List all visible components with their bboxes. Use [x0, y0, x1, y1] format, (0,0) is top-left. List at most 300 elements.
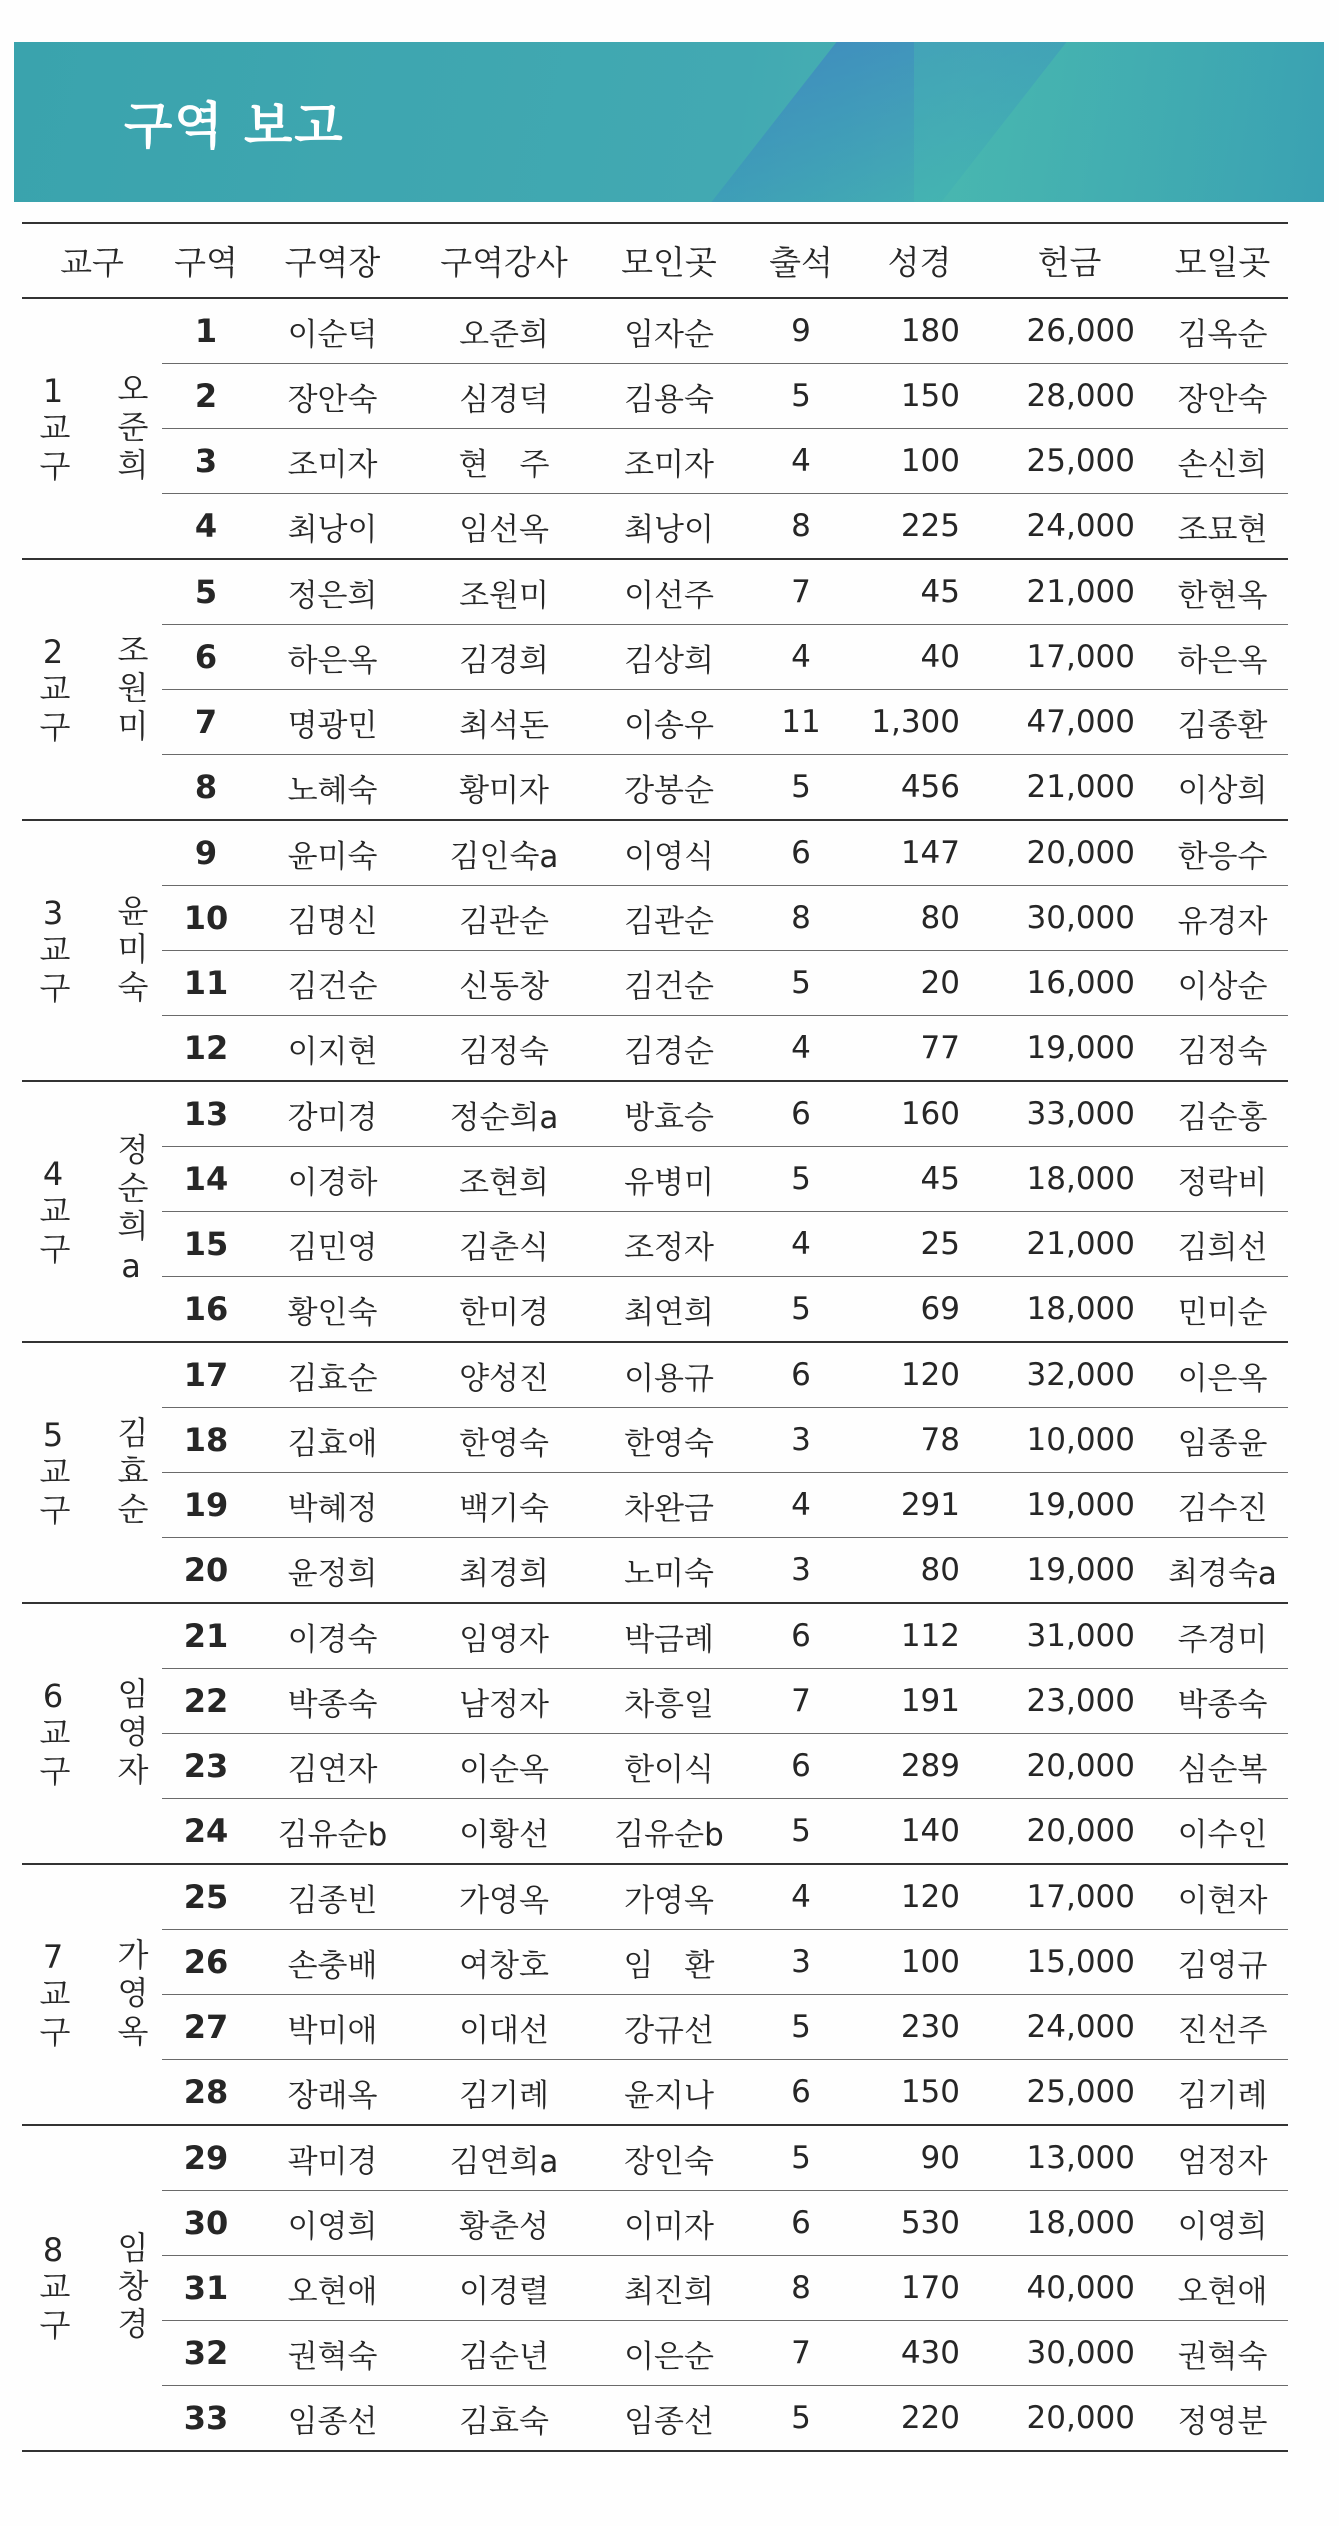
parish-label: 교구 — [34, 932, 72, 1009]
parish-cell — [22, 2125, 162, 2451]
zone-leader: 박종숙 — [250, 1669, 415, 1734]
zone-leader: 장래옥 — [250, 2060, 415, 2126]
meeting-place: 김관순 — [593, 886, 745, 951]
table-row — [22, 429, 1288, 494]
meeting-place: 김용숙 — [593, 364, 745, 429]
parish-label-group — [22, 371, 162, 487]
next-place: 한응수 — [1157, 820, 1288, 886]
zone-number: 28 — [162, 2060, 250, 2126]
bible-count: 112 — [857, 1603, 982, 1669]
zone-leader: 김유순b — [250, 1799, 415, 1865]
parish-number: 6 — [42, 1676, 64, 1715]
bible-count: 180 — [857, 298, 982, 364]
bible-count: 1,300 — [857, 690, 982, 755]
attendance: 5 — [745, 2125, 857, 2191]
zone-teacher: 조현희 — [415, 1147, 593, 1212]
attendance: 7 — [745, 2321, 857, 2386]
bible-count: 220 — [857, 2386, 982, 2452]
table-row — [22, 1995, 1288, 2060]
zone-number: 26 — [162, 1930, 250, 1995]
zone-number: 22 — [162, 1669, 250, 1734]
zone-leader: 강미경 — [250, 1081, 415, 1147]
meeting-place: 이영식 — [593, 820, 745, 886]
zone-teacher: 최경희 — [415, 1538, 593, 1604]
zone-number: 25 — [162, 1864, 250, 1930]
next-place: 이상희 — [1157, 755, 1288, 821]
table-row — [22, 2060, 1288, 2126]
bible-count: 120 — [857, 1864, 982, 1930]
table-row — [22, 1212, 1288, 1277]
next-place: 김기례 — [1157, 2060, 1288, 2126]
attendance: 6 — [745, 1081, 857, 1147]
bible-count: 150 — [857, 2060, 982, 2126]
header-attendance: 출석 — [745, 223, 857, 298]
table-row — [22, 2256, 1288, 2321]
zone-teacher: 김관순 — [415, 886, 593, 951]
meeting-place: 김상희 — [593, 625, 745, 690]
parish-number-vertical — [33, 1937, 73, 2053]
zone-number: 15 — [162, 1212, 250, 1277]
parish-leader-vertical — [111, 372, 151, 486]
bible-count: 140 — [857, 1799, 982, 1865]
table-row — [22, 820, 1288, 886]
meeting-place: 차흥일 — [593, 1669, 745, 1734]
header-offering: 헌금 — [982, 223, 1157, 298]
zone-teacher: 김인숙a — [415, 820, 593, 886]
table-row — [22, 1342, 1288, 1408]
parish-number-vertical — [33, 632, 73, 748]
parish-number: 1 — [42, 371, 64, 410]
zone-leader: 이영희 — [250, 2191, 415, 2256]
offering-amount: 33,000 — [982, 1081, 1157, 1147]
parish-leader-vertical — [111, 1416, 151, 1530]
zone-number: 33 — [162, 2386, 250, 2452]
parish-leader-name: 조원미 — [112, 632, 150, 747]
offering-amount: 32,000 — [982, 1342, 1157, 1408]
bible-count: 160 — [857, 1081, 982, 1147]
zone-leader: 김효순 — [250, 1342, 415, 1408]
parish-number: 2 — [42, 632, 64, 671]
zone-teacher: 임선옥 — [415, 494, 593, 560]
attendance: 6 — [745, 1734, 857, 1799]
zone-leader: 이경하 — [250, 1147, 415, 1212]
offering-amount: 21,000 — [982, 559, 1157, 625]
parish-number-vertical — [33, 1676, 73, 1792]
bible-count: 430 — [857, 2321, 982, 2386]
table-row — [22, 951, 1288, 1016]
zone-leader: 하은옥 — [250, 625, 415, 690]
parish-label-group — [22, 893, 162, 1009]
attendance: 4 — [745, 1016, 857, 1082]
parish-label: 교구 — [34, 1976, 72, 2053]
meeting-place: 유병미 — [593, 1147, 745, 1212]
zone-teacher: 정순희a — [415, 1081, 593, 1147]
offering-amount: 13,000 — [982, 2125, 1157, 2191]
meeting-place: 김경순 — [593, 1016, 745, 1082]
table-row — [22, 1799, 1288, 1865]
offering-amount: 23,000 — [982, 1669, 1157, 1734]
header-next-place: 모일곳 — [1157, 223, 1288, 298]
zone-teacher: 김기례 — [415, 2060, 593, 2126]
offering-amount: 28,000 — [982, 364, 1157, 429]
bible-count: 45 — [857, 1147, 982, 1212]
zone-number: 9 — [162, 820, 250, 886]
offering-amount: 30,000 — [982, 2321, 1157, 2386]
table-row — [22, 625, 1288, 690]
meeting-place: 이선주 — [593, 559, 745, 625]
attendance: 4 — [745, 1212, 857, 1277]
offering-amount: 18,000 — [982, 2191, 1157, 2256]
offering-amount: 40,000 — [982, 2256, 1157, 2321]
zone-teacher: 심경덕 — [415, 364, 593, 429]
zone-leader: 김연자 — [250, 1734, 415, 1799]
bible-count: 45 — [857, 559, 982, 625]
attendance: 5 — [745, 364, 857, 429]
zone-number: 27 — [162, 1995, 250, 2060]
zone-teacher: 한미경 — [415, 1277, 593, 1343]
table-row — [22, 886, 1288, 951]
zone-teacher: 양성진 — [415, 1342, 593, 1408]
table-row — [22, 364, 1288, 429]
zone-leader: 김명신 — [250, 886, 415, 951]
attendance: 5 — [745, 951, 857, 1016]
attendance: 5 — [745, 1147, 857, 1212]
table-row — [22, 1147, 1288, 1212]
bible-count: 80 — [857, 886, 982, 951]
attendance: 4 — [745, 625, 857, 690]
attendance: 5 — [745, 755, 857, 821]
header-parish: 교구 — [22, 223, 162, 298]
table-row — [22, 755, 1288, 821]
zone-leader: 명광민 — [250, 690, 415, 755]
meeting-place: 강봉순 — [593, 755, 745, 821]
attendance: 8 — [745, 494, 857, 560]
zone-leader: 윤미숙 — [250, 820, 415, 886]
bible-count: 100 — [857, 429, 982, 494]
next-place: 엄정자 — [1157, 2125, 1288, 2191]
offering-amount: 20,000 — [982, 2386, 1157, 2452]
next-place: 손신희 — [1157, 429, 1288, 494]
zone-teacher: 이대선 — [415, 1995, 593, 2060]
header-zone-leader: 구역장 — [250, 223, 415, 298]
table-row — [22, 1081, 1288, 1147]
zone-leader: 윤정희 — [250, 1538, 415, 1604]
zone-number: 18 — [162, 1408, 250, 1473]
table-row — [22, 559, 1288, 625]
zone-number: 20 — [162, 1538, 250, 1604]
zone-teacher: 오준희 — [415, 298, 593, 364]
parish-cell — [22, 820, 162, 1081]
zone-teacher: 김효숙 — [415, 2386, 593, 2452]
bible-count: 69 — [857, 1277, 982, 1343]
parish-number-vertical — [33, 893, 73, 1009]
banner-stripe-right — [914, 42, 1324, 202]
zone-number: 6 — [162, 625, 250, 690]
zone-number: 17 — [162, 1342, 250, 1408]
zone-number: 30 — [162, 2191, 250, 2256]
zone-report-table — [22, 222, 1288, 2452]
meeting-place: 조정자 — [593, 1212, 745, 1277]
table-row — [22, 1277, 1288, 1343]
next-place: 김수진 — [1157, 1473, 1288, 1538]
zone-teacher: 김정숙 — [415, 1016, 593, 1082]
attendance: 7 — [745, 559, 857, 625]
header-meeting-place: 모인곳 — [593, 223, 745, 298]
bible-count: 225 — [857, 494, 982, 560]
parish-cell — [22, 1342, 162, 1603]
table-row — [22, 1603, 1288, 1669]
parish-label: 교구 — [34, 671, 72, 748]
attendance: 5 — [745, 1799, 857, 1865]
parish-label: 교구 — [34, 1193, 72, 1270]
zone-leader: 이순덕 — [250, 298, 415, 364]
offering-amount: 10,000 — [982, 1408, 1157, 1473]
parish-number: 3 — [42, 893, 64, 932]
zone-number: 5 — [162, 559, 250, 625]
next-place: 이상순 — [1157, 951, 1288, 1016]
zone-leader: 노혜숙 — [250, 755, 415, 821]
bible-count: 80 — [857, 1538, 982, 1604]
parish-leader-vertical — [111, 1133, 151, 1291]
zone-teacher: 김경희 — [415, 625, 593, 690]
offering-amount: 25,000 — [982, 2060, 1157, 2126]
attendance: 5 — [745, 1277, 857, 1343]
parish-number: 8 — [42, 2231, 64, 2269]
next-place: 이현자 — [1157, 1864, 1288, 1930]
report-body — [22, 298, 1288, 2451]
table-row — [22, 1016, 1288, 1082]
parish-leader-vertical — [111, 1938, 151, 2052]
offering-amount: 19,000 — [982, 1538, 1157, 1604]
zone-number: 23 — [162, 1734, 250, 1799]
next-place: 김영규 — [1157, 1930, 1288, 1995]
table-row — [22, 1538, 1288, 1604]
bible-count: 191 — [857, 1669, 982, 1734]
next-place: 진선주 — [1157, 1995, 1288, 2060]
attendance: 6 — [745, 2060, 857, 2126]
zone-number: 14 — [162, 1147, 250, 1212]
parish-cell — [22, 1081, 162, 1342]
next-place: 한현옥 — [1157, 559, 1288, 625]
offering-amount: 18,000 — [982, 1147, 1157, 1212]
parish-number-vertical — [33, 1415, 73, 1531]
offering-amount: 21,000 — [982, 1212, 1157, 1277]
zone-teacher: 조원미 — [415, 559, 593, 625]
zone-leader: 황인숙 — [250, 1277, 415, 1343]
meeting-place: 임종선 — [593, 2386, 745, 2452]
zone-leader: 이경숙 — [250, 1603, 415, 1669]
zone-leader: 손충배 — [250, 1930, 415, 1995]
parish-leader-vertical — [111, 1677, 151, 1791]
table-row — [22, 298, 1288, 364]
attendance: 11 — [745, 690, 857, 755]
parish-leader-name: 가영옥 — [112, 1937, 150, 2052]
attendance: 8 — [745, 2256, 857, 2321]
bible-count: 78 — [857, 1408, 982, 1473]
zone-leader: 김민영 — [250, 1212, 415, 1277]
zone-leader: 박미애 — [250, 1995, 415, 2060]
next-place: 하은옥 — [1157, 625, 1288, 690]
attendance: 4 — [745, 429, 857, 494]
meeting-place: 최낭이 — [593, 494, 745, 560]
offering-amount: 24,000 — [982, 1995, 1157, 2060]
parish-label-group — [22, 1415, 162, 1531]
zone-number: 7 — [162, 690, 250, 755]
parish-leader-name: 임영자 — [112, 1676, 150, 1791]
next-place: 김종환 — [1157, 690, 1288, 755]
table-row — [22, 1408, 1288, 1473]
parish-leader-name: 김효순 — [112, 1415, 150, 1530]
meeting-place: 김건순 — [593, 951, 745, 1016]
bible-count: 77 — [857, 1016, 982, 1082]
zone-number: 3 — [162, 429, 250, 494]
bible-count: 120 — [857, 1342, 982, 1408]
offering-amount: 47,000 — [982, 690, 1157, 755]
zone-leader: 최낭이 — [250, 494, 415, 560]
header-zone-teacher: 구역강사 — [415, 223, 593, 298]
zone-number: 32 — [162, 2321, 250, 2386]
zone-leader: 김효애 — [250, 1408, 415, 1473]
attendance: 9 — [745, 298, 857, 364]
table-row — [22, 2191, 1288, 2256]
next-place: 김정숙 — [1157, 1016, 1288, 1082]
parish-leader-name: 정순희a — [112, 1132, 150, 1291]
offering-amount: 24,000 — [982, 494, 1157, 560]
zone-leader: 정은희 — [250, 559, 415, 625]
next-place: 이은옥 — [1157, 1342, 1288, 1408]
parish-label-group — [22, 1676, 162, 1792]
meeting-place: 한이식 — [593, 1734, 745, 1799]
zone-number: 12 — [162, 1016, 250, 1082]
title-banner — [14, 42, 1324, 202]
zone-teacher: 가영옥 — [415, 1864, 593, 1930]
zone-number: 13 — [162, 1081, 250, 1147]
bible-count: 100 — [857, 1930, 982, 1995]
attendance: 3 — [745, 1538, 857, 1604]
next-place: 김희선 — [1157, 1212, 1288, 1277]
zone-leader: 이지현 — [250, 1016, 415, 1082]
table-row — [22, 2386, 1288, 2452]
meeting-place: 최진희 — [593, 2256, 745, 2321]
table-row — [22, 1473, 1288, 1538]
parish-cell — [22, 1603, 162, 1864]
next-place: 오현애 — [1157, 2256, 1288, 2321]
parish-cell — [22, 298, 162, 559]
zone-leader: 곽미경 — [250, 2125, 415, 2191]
table-row — [22, 690, 1288, 755]
next-place: 심순복 — [1157, 1734, 1288, 1799]
next-place: 김순홍 — [1157, 1081, 1288, 1147]
parish-leader-name: 윤미숙 — [112, 893, 150, 1008]
bible-count: 150 — [857, 364, 982, 429]
zone-number: 4 — [162, 494, 250, 560]
meeting-place: 노미숙 — [593, 1538, 745, 1604]
offering-amount: 26,000 — [982, 298, 1157, 364]
offering-amount: 25,000 — [982, 429, 1157, 494]
parish-label-group — [22, 2230, 162, 2346]
next-place: 주경미 — [1157, 1603, 1288, 1669]
parish-label-group — [22, 1937, 162, 2053]
offering-amount: 15,000 — [982, 1930, 1157, 1995]
parish-number-vertical — [33, 371, 73, 487]
zone-number: 8 — [162, 755, 250, 821]
zone-teacher: 김연희a — [415, 2125, 593, 2191]
attendance: 3 — [745, 1408, 857, 1473]
offering-amount: 17,000 — [982, 625, 1157, 690]
table-row — [22, 1669, 1288, 1734]
parish-label: 교구 — [34, 2270, 72, 2346]
zone-number: 10 — [162, 886, 250, 951]
zone-number: 31 — [162, 2256, 250, 2321]
offering-amount: 21,000 — [982, 755, 1157, 821]
attendance: 7 — [745, 1669, 857, 1734]
zone-number: 11 — [162, 951, 250, 1016]
bible-count: 147 — [857, 820, 982, 886]
zone-teacher: 남정자 — [415, 1669, 593, 1734]
zone-number: 16 — [162, 1277, 250, 1343]
attendance: 5 — [745, 2386, 857, 2452]
zone-number: 19 — [162, 1473, 250, 1538]
offering-amount: 16,000 — [982, 951, 1157, 1016]
attendance: 6 — [745, 1342, 857, 1408]
zone-teacher: 이순옥 — [415, 1734, 593, 1799]
zone-teacher: 임영자 — [415, 1603, 593, 1669]
offering-amount: 19,000 — [982, 1016, 1157, 1082]
attendance: 4 — [745, 1864, 857, 1930]
meeting-place: 이용규 — [593, 1342, 745, 1408]
next-place: 조묘현 — [1157, 494, 1288, 560]
zone-number: 1 — [162, 298, 250, 364]
meeting-place: 방효승 — [593, 1081, 745, 1147]
bible-count: 230 — [857, 1995, 982, 2060]
offering-amount: 17,000 — [982, 1864, 1157, 1930]
next-place: 이영희 — [1157, 2191, 1288, 2256]
meeting-place: 차완금 — [593, 1473, 745, 1538]
next-place: 장안숙 — [1157, 364, 1288, 429]
attendance: 6 — [745, 1603, 857, 1669]
parish-label-group — [22, 632, 162, 748]
parish-cell — [22, 1864, 162, 2125]
bible-count: 25 — [857, 1212, 982, 1277]
meeting-place: 이송우 — [593, 690, 745, 755]
zone-leader: 김종빈 — [250, 1864, 415, 1930]
meeting-place: 가영옥 — [593, 1864, 745, 1930]
header-bible: 성경 — [857, 223, 982, 298]
offering-amount: 31,000 — [982, 1603, 1157, 1669]
zone-teacher: 현 주 — [415, 429, 593, 494]
next-place: 최경숙a — [1157, 1538, 1288, 1604]
zone-teacher: 황미자 — [415, 755, 593, 821]
zone-leader: 오현애 — [250, 2256, 415, 2321]
parish-leader-name: 임창경 — [112, 2231, 150, 2345]
zone-number: 21 — [162, 1603, 250, 1669]
table-row — [22, 2125, 1288, 2191]
parish-number: 7 — [42, 1937, 64, 1976]
zone-teacher: 최석돈 — [415, 690, 593, 755]
bible-count: 40 — [857, 625, 982, 690]
attendance: 4 — [745, 1473, 857, 1538]
zone-teacher: 한영숙 — [415, 1408, 593, 1473]
page-title: 구역 보고 — [124, 97, 345, 155]
zone-number: 29 — [162, 2125, 250, 2191]
parish-label: 교구 — [34, 1454, 72, 1531]
bible-count: 90 — [857, 2125, 982, 2191]
meeting-place: 임 환 — [593, 1930, 745, 1995]
meeting-place: 박금례 — [593, 1603, 745, 1669]
next-place: 정락비 — [1157, 1147, 1288, 1212]
bible-count: 291 — [857, 1473, 982, 1538]
parish-label: 교구 — [34, 1715, 72, 1792]
